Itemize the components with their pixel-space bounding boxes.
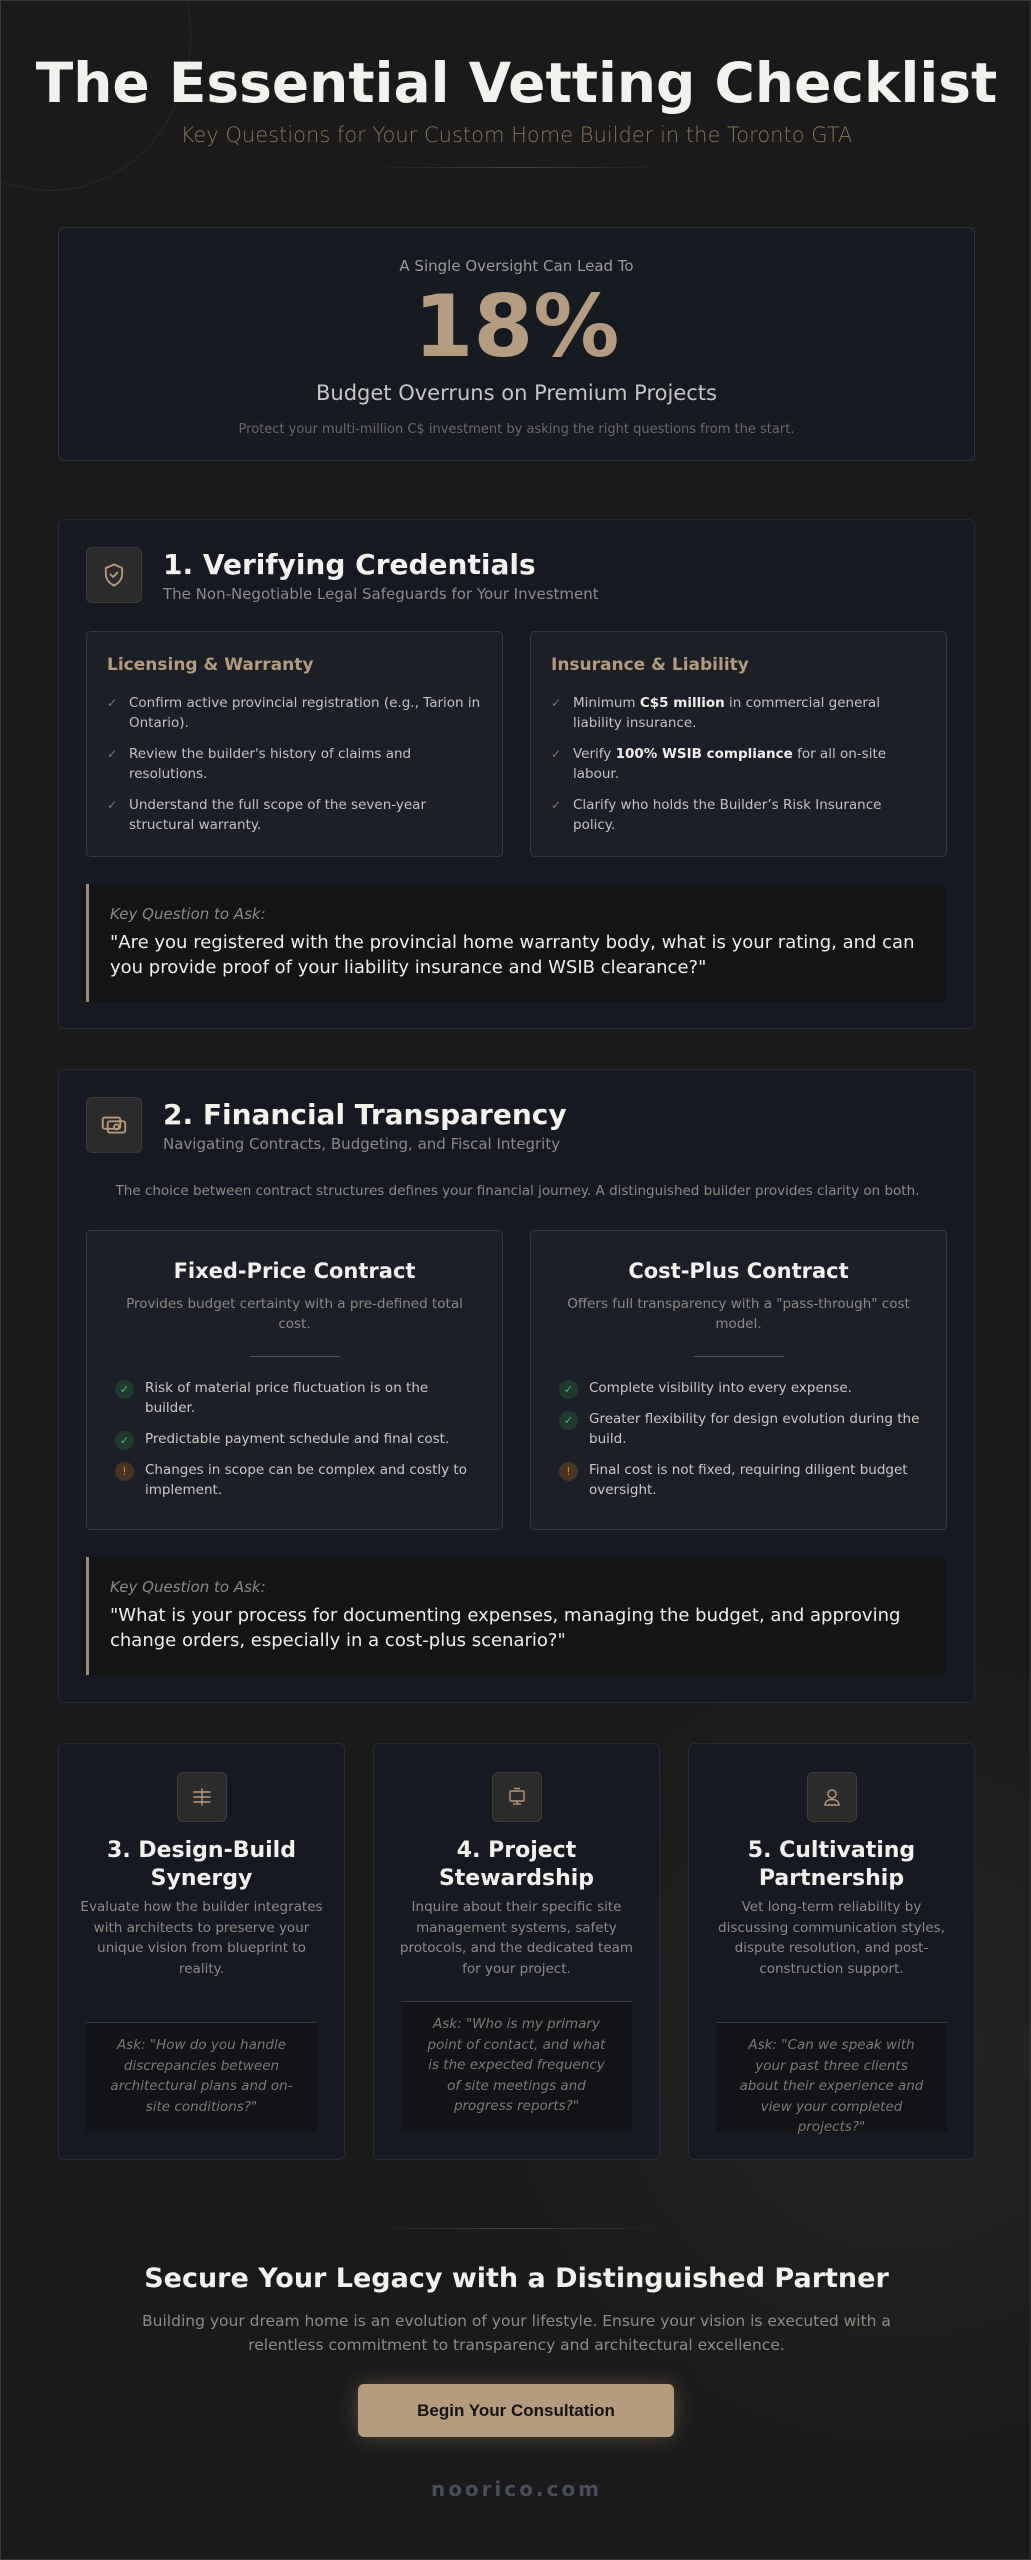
check-icon: ✓ — [115, 1431, 134, 1450]
section-title: 1. Verifying Credentials — [163, 548, 536, 581]
sliders-icon — [177, 1772, 227, 1822]
monitor-icon — [492, 1772, 542, 1822]
stat-callout — [58, 227, 975, 461]
check-icon: ✓ — [551, 747, 562, 761]
key-question-text: "What is your process for documenting expenses, managing the budget, and approving change orders, especially in a cost-plus scenario?" — [110, 1605, 901, 1651]
warning-icon: ! — [115, 1462, 134, 1481]
insurance-box — [530, 631, 947, 857]
divider — [694, 1356, 784, 1357]
check-icon: ✓ — [559, 1380, 578, 1399]
card-question: Ask: "Who is my primary point of contact, and what is the expected frequency of site meetings and progress reports?" — [401, 2001, 632, 2132]
contract-desc: Provides budget certainty with a pre-defined total cost. — [126, 1296, 463, 1332]
contract-title: Cost-Plus Contract — [628, 1259, 849, 1283]
contract-list — [559, 1378, 926, 1511]
footer-title: Secure Your Legacy with a Distinguished Partner — [144, 2263, 889, 2294]
card-desc: Evaluate how the builder integrates with architects to preserve your unique vision from blueprint to reality. — [80, 1899, 323, 1977]
check-icon: ✓ — [551, 696, 562, 710]
section-intro: The choice between contract structures defines your financial journey. A distinguished builder provides clarity on both. — [115, 1183, 920, 1199]
page-title: The Essential Vetting Checklist — [35, 51, 998, 115]
contract-list — [115, 1378, 482, 1511]
check-icon: ✓ — [559, 1411, 578, 1430]
key-question-label: Key Question to Ask: — [110, 905, 266, 923]
stat-note: Protect your multi-million C$ investment by asking the right questions from the start. — [238, 422, 795, 437]
list-item: ✓ Complete visibility into every expense. — [559, 1378, 926, 1398]
section-financial — [58, 1069, 975, 1703]
check-icon: ✓ — [107, 747, 118, 761]
check-icon: ✓ — [107, 696, 118, 710]
user-icon — [807, 1772, 857, 1822]
header-divider — [367, 167, 667, 168]
warning-icon: ! — [559, 1462, 578, 1481]
begin-consultation-button[interactable]: Begin Your Consultation — [358, 2384, 674, 2437]
licensing-box — [86, 631, 503, 857]
contract-desc: Offers full transparency with a "pass-through" cost model. — [567, 1296, 910, 1332]
list-item: ✓ Minimum C$5 million in commercial general liability insurance. — [551, 695, 880, 731]
check-icon: ✓ — [115, 1380, 134, 1399]
card-partnership — [688, 1743, 975, 2160]
page-subtitle: Key Questions for Your Custom Home Builder in the Toronto GTA — [180, 123, 853, 147]
fixed-price-card — [86, 1230, 503, 1530]
list-item: ! Changes in scope can be complex and costly to implement. — [115, 1460, 482, 1500]
card-title: 3. Design-Build Synergy — [107, 1838, 296, 1891]
list-item: ✓ Clarify who holds the Builder’s Risk Insurance policy. — [551, 797, 882, 833]
list-item: ✓ Verify 100% WSIB compliance for all on-site labour. — [551, 746, 887, 782]
shield-check-icon — [86, 547, 142, 603]
licensing-list — [107, 693, 482, 846]
card-desc: Vet long-term reliability by discussing communication styles, dispute resolution, and post-construction support. — [718, 1899, 945, 1977]
stat-lead: A Single Oversight Can Lead To — [399, 257, 634, 275]
card-title: 4. Project Stewardship — [438, 1838, 595, 1891]
stat-label: Budget Overruns on Premium Projects — [316, 381, 717, 405]
card-desc: Inquire about their specific site management systems, safety protocols, and the dedicated team for your project. — [399, 1899, 634, 1977]
section-header — [86, 1097, 946, 1153]
cost-plus-card — [530, 1230, 947, 1530]
card-title: 5. Cultivating Partnership — [747, 1838, 916, 1891]
card-project-stewardship — [373, 1743, 660, 2160]
footer-desc: Building your dream home is an evolution of your lifestyle. Ensure your vision is executed with a relentless commitment to transparency and architectural excellence. — [142, 2312, 891, 2354]
list-item: ✓ Predictable payment schedule and final cost. — [115, 1429, 482, 1449]
key-question-box — [86, 1557, 946, 1675]
list-item: ✓ Confirm active provincial registration (e.g., Tarion in Ontario). — [107, 695, 481, 731]
insurance-list — [551, 693, 926, 846]
brand-link[interactable]: noorico.com — [430, 2477, 603, 2501]
check-icon: ✓ — [107, 798, 118, 812]
card-question: Ask: "Can we speak with your past three clients about their experience and view your completed projects?" — [716, 2022, 947, 2132]
section-subtitle: The Non-Negotiable Legal Safeguards for Your Investment — [163, 585, 599, 603]
list-item: ✓ Understand the full scope of the seven-year structural warranty. — [107, 797, 426, 833]
footer-divider — [366, 2228, 666, 2229]
contract-title: Fixed-Price Contract — [173, 1259, 416, 1283]
section-title: 2. Financial Transparency — [163, 1098, 567, 1131]
page-header — [1, 49, 1031, 168]
money-icon — [86, 1097, 142, 1153]
list-item: ✓ Greater flexibility for design evolution during the build. — [559, 1409, 926, 1449]
card-question: Ask: "How do you handle discrepancies between architectural plans and on-site conditions?" — [86, 2022, 317, 2132]
box-title: Insurance & Liability — [551, 655, 749, 675]
divider — [250, 1356, 340, 1357]
section-credentials — [58, 519, 975, 1029]
key-question-text: "Are you registered with the provincial home warranty body, what is your rating, and can you provide proof of your liability insurance and WSIB clearance?" — [110, 932, 915, 978]
key-question-label: Key Question to Ask: — [110, 1578, 266, 1596]
stat-value: 18% — [413, 277, 620, 377]
key-question-box — [86, 884, 946, 1002]
list-item: ! Final cost is not fixed, requiring diligent budget oversight. — [559, 1460, 926, 1500]
list-item: ✓ Review the builder's history of claims and resolutions. — [107, 746, 412, 782]
section-header — [86, 547, 946, 603]
check-icon: ✓ — [551, 798, 562, 812]
box-title: Licensing & Warranty — [107, 655, 314, 675]
card-design-build — [58, 1743, 345, 2160]
section-subtitle: Navigating Contracts, Budgeting, and Fiscal Integrity — [163, 1135, 561, 1153]
list-item: ✓ Risk of material price fluctuation is on the builder. — [115, 1378, 482, 1418]
